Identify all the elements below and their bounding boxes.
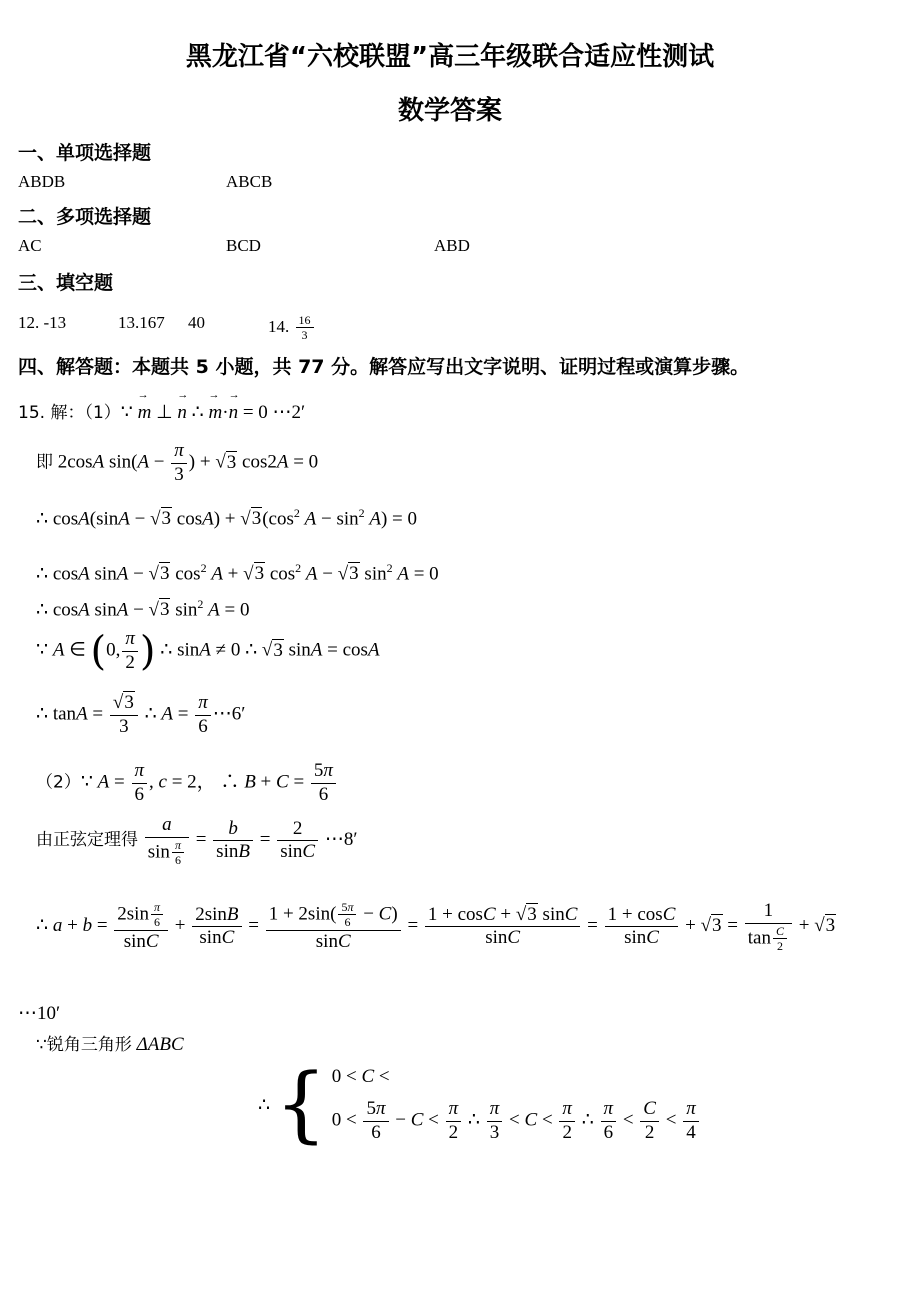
answer-q12: 12. -13 bbox=[18, 313, 67, 332]
q15-line-1: 15. 解：（1）∵ → m ⊥ → n ∴ → m·→ n = 0 ⋯2′ bbox=[18, 398, 305, 424]
answer-single-2: ABCB bbox=[226, 172, 273, 191]
section-heading-fill-blank: 三、填空题 bbox=[18, 272, 114, 294]
q15-acute-triangle: ΔABC bbox=[136, 1034, 184, 1055]
q15-part2-prefix: （2） bbox=[36, 772, 81, 793]
q15-line-2: 即 2cosA sin(A − $\frac{\pi}{3}$ ) + √3 cos2A = 0 bbox=[36, 440, 319, 485]
q15-line-11 bbox=[36, 1030, 184, 1056]
answer-multi-3: ABD bbox=[434, 236, 470, 255]
answer-q14 bbox=[268, 313, 316, 343]
q15-line-6: ∵ A ∈ (0, $\frac{\pi}{2}$ ) ∴ sinA ≠ 0 ∴ √3 sinA = cosA bbox=[36, 628, 380, 675]
answer-q13b: 40 bbox=[188, 313, 205, 332]
q15-sine-law-prefix: 由正弦定理得 bbox=[36, 830, 138, 851]
q15-line-5: ∴ cosA sinA − √3 $\sin^2 A = 0$ bbox=[36, 597, 250, 621]
answer-single-1: ABDB bbox=[18, 172, 66, 191]
page-title: 黑龙江省“六校联盟”高三年级联合适应性测试 bbox=[185, 42, 715, 72]
answer-q14-label: 14. bbox=[268, 316, 290, 336]
answer-q14-fraction: $\frac{16}{3}$ bbox=[296, 313, 314, 343]
answer-q13: 13.167 bbox=[118, 313, 165, 332]
q15-line-8: （2）∵ A = $\frac{\pi}{6}$ , c = 2， ∴ B + C = $\frac{5\pi}{6}$ bbox=[36, 760, 338, 807]
q15-mark-10: ⋯10′ bbox=[18, 1003, 61, 1024]
q15-line-7: ∴ tanA = $\frac{√3}{3}$ ∴ A = $\frac{\pi}{6}$ ⋯6′ bbox=[36, 692, 246, 737]
q15-line-9: 由正弦定理得 a sin $\frac{\pi}{6}$ = $\frac{b}{\sin B}$ = $\frac{2}{\sin C}$ ⋯8′ bbox=[36, 814, 358, 868]
section-heading-single-choice: 一、单项选择题 bbox=[18, 142, 152, 164]
q15-line-3: ∴ cosA(sinA − √3 $\cos A) + √3(\cos^2$ $A - \sin^2 A) = 0$ bbox=[36, 506, 418, 530]
q15-line-10: ∴ a + b = 2sin $\frac{\pi}{6}$ sinC + $\frac{2\sin B}{\sin C}$ = 1 + 2sin( $\frac{5\pi}{6}$ − C) sinC = $\frac{1 + \cos C + √3 \sin C}{\sin C}$ = $\frac{1 + \cos C}{\sin C}$ + √3 = 1 tan $\frac{C}{2}$ + √3 bbox=[36, 900, 836, 954]
page-subtitle: 数学答案 bbox=[397, 96, 502, 126]
section-heading-solutions: 四、解答题：本题共 5 小题，共 77 分。解答应写出文字说明、证明过程或演算步骤。 bbox=[18, 356, 750, 378]
q15-line-12: ∴ { 0 < C < 0 < $\frac{5\pi}{6}$ − C < $\frac{\pi}{2}$ ∴ $\frac{\pi}{3}$ < C < $\frac{\pi}{2}$ ∴ $\frac{\pi}{6}$ < $\frac{C}{2}$ < $\frac{\pi}{4}$ bbox=[258, 1064, 701, 1146]
answer-multi-2: BCD bbox=[226, 236, 261, 255]
section-heading-multi-choice: 二、多项选择题 bbox=[18, 206, 152, 228]
answer-multi-1: AC bbox=[18, 236, 42, 255]
q15-intro: 15. 解：（1） bbox=[18, 403, 121, 423]
q15-acute-prefix: ∵锐角三角形 bbox=[36, 1035, 132, 1055]
q15-step1-prefix: 即 bbox=[36, 452, 53, 473]
q15-line-4: ∴ cosA sinA − √3 $\cos^2 A + √3$ $\cos^2 A - √3$ $\sin^2 A = 0$ bbox=[36, 561, 439, 585]
